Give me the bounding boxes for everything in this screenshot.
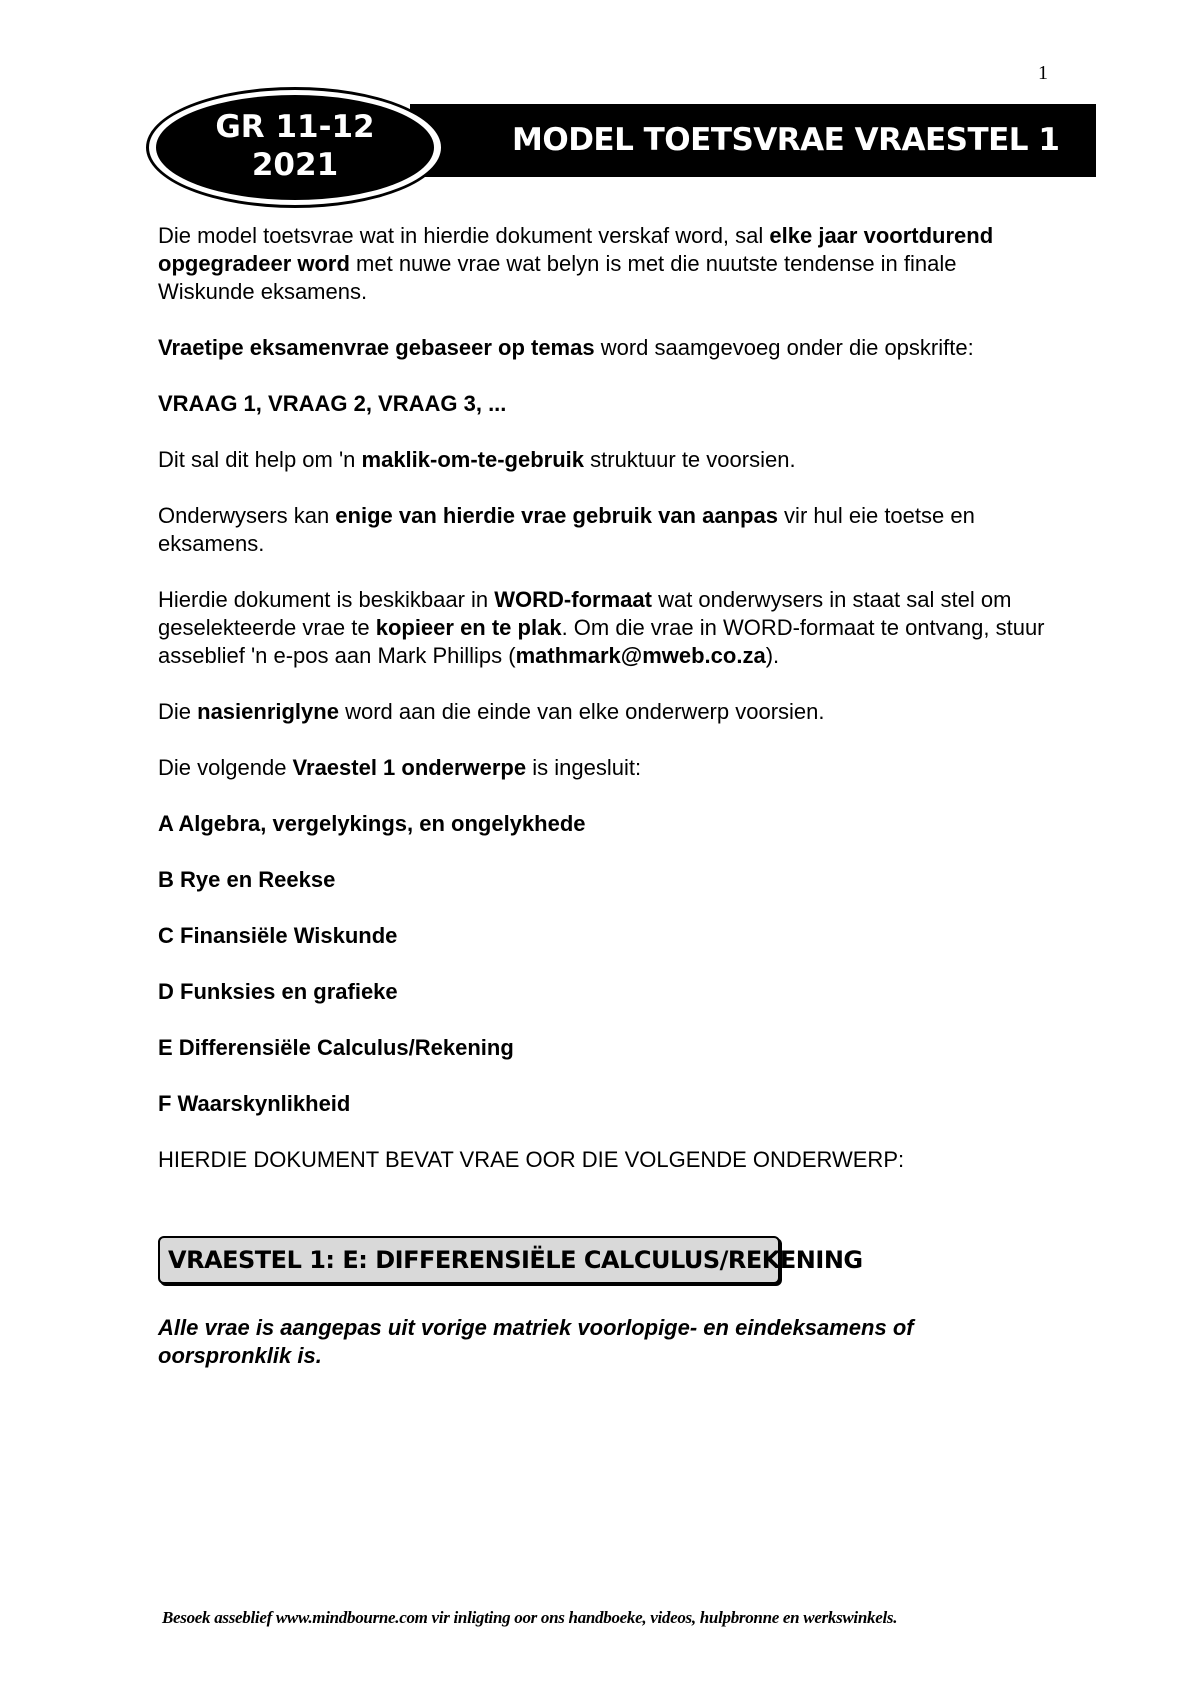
text-run: vir hul eie toetse en eksamens. [158, 503, 975, 556]
footer-text: Besoek asseblief www.mindbourne.com vir inligting oor ons handboeke, videos, hulpbronne en werkswinkels. [162, 1608, 898, 1627]
topic-item [158, 866, 1048, 894]
topic-label: B Rye en Reekse [158, 867, 336, 892]
page-number: 1 [1038, 62, 1048, 84]
text-run: . Om die vrae in WORD-formaat te ontvang, stuur asseblief 'n e-pos aan Mark Phillips ( [158, 615, 1045, 668]
text-run: ). [765, 643, 780, 668]
themes-paragraph [158, 334, 1048, 362]
intro-paragraph [158, 222, 1048, 306]
bold-run: kopieer en te plak [375, 615, 562, 640]
grade-line-1: GR 11-12 [215, 109, 375, 145]
document-body [158, 222, 1048, 1202]
topic-label: E Differensiële Calculus/Rekening [158, 1035, 514, 1060]
header-title: MODEL TOETSVRAE VRAESTEL 1 [512, 122, 1060, 158]
topic-item [158, 922, 1048, 950]
bold-run: maklik-om-te-gebruik [361, 447, 585, 472]
bold-run: enige van hierdie vrae gebruik van aanpas [335, 503, 778, 528]
text-run: struktuur te voorsien. [584, 447, 796, 472]
word-format-paragraph [158, 586, 1048, 670]
question-list-paragraph [158, 390, 1048, 418]
grade-line-2: 2021 [251, 147, 339, 183]
topic-item [158, 1034, 1048, 1062]
topic-label: F Waarskynlikheid [158, 1091, 351, 1116]
text-run: is ingesluit: [526, 755, 642, 780]
topic-label: D Funksies en grafieke [158, 979, 398, 1004]
email-link[interactable]: mathmark@mweb.co.za [515, 643, 766, 668]
topic-item [158, 978, 1048, 1006]
text-run: Die volgende [158, 755, 293, 780]
grade-label [156, 108, 434, 184]
text-run: word saamgevoeg onder die opskrifte: [594, 335, 974, 360]
teachers-paragraph [158, 502, 1048, 558]
topic-item [158, 1090, 1048, 1118]
text-run: Die [158, 699, 198, 724]
bold-run: Vraestel 1 onderwerpe [292, 755, 527, 780]
bold-run: WORD-formaat [494, 587, 652, 612]
topic-label: A Algebra, vergelykings, en ongelykhede [158, 811, 586, 836]
topic-label: C Finansiële Wiskunde [158, 923, 398, 948]
source-note: Alle vrae is aangepas uit vorige matriek voorlopige- en eindeksamens of oorspronklik is. [158, 1315, 914, 1368]
contains-heading: HIERDIE DOKUMENT BEVAT VRAE OOR DIE VOLGENDE ONDERWERP: [158, 1147, 905, 1172]
bold-run: VRAAG 1, VRAAG 2, VRAAG 3, ... [158, 391, 507, 416]
topic-box-label: VRAESTEL 1: E: DIFFERENSIËLE CALCULUS/REKENING [168, 1246, 863, 1274]
topics-intro-paragraph [158, 754, 1048, 782]
text-run: wat onderwysers in staat sal stel om geselekteerde vrae te [158, 587, 1012, 640]
text-run: Die model toetsvrae wat in hierdie dokument verskaf word, sal [158, 223, 770, 248]
text-run: word aan die einde van elke onderwerp voorsien. [338, 699, 825, 724]
text-run: met nuwe vrae wat belyn is met die nuutste tendense in finale Wiskunde eksamens. [158, 251, 957, 304]
bold-run: nasienriglyne [197, 699, 339, 724]
memo-paragraph [158, 698, 1048, 726]
bold-run: Vraetipe eksamenvrae gebaseer op temas [158, 335, 595, 360]
bold-run: elke jaar voortdurend opgegradeer word [158, 223, 994, 276]
topic-item [158, 810, 1048, 838]
structure-paragraph [158, 446, 1048, 474]
text-run: Dit sal dit help om 'n [158, 447, 362, 472]
text-run: Onderwysers kan [158, 503, 336, 528]
text-run: Hierdie dokument is beskikbaar in [158, 587, 495, 612]
